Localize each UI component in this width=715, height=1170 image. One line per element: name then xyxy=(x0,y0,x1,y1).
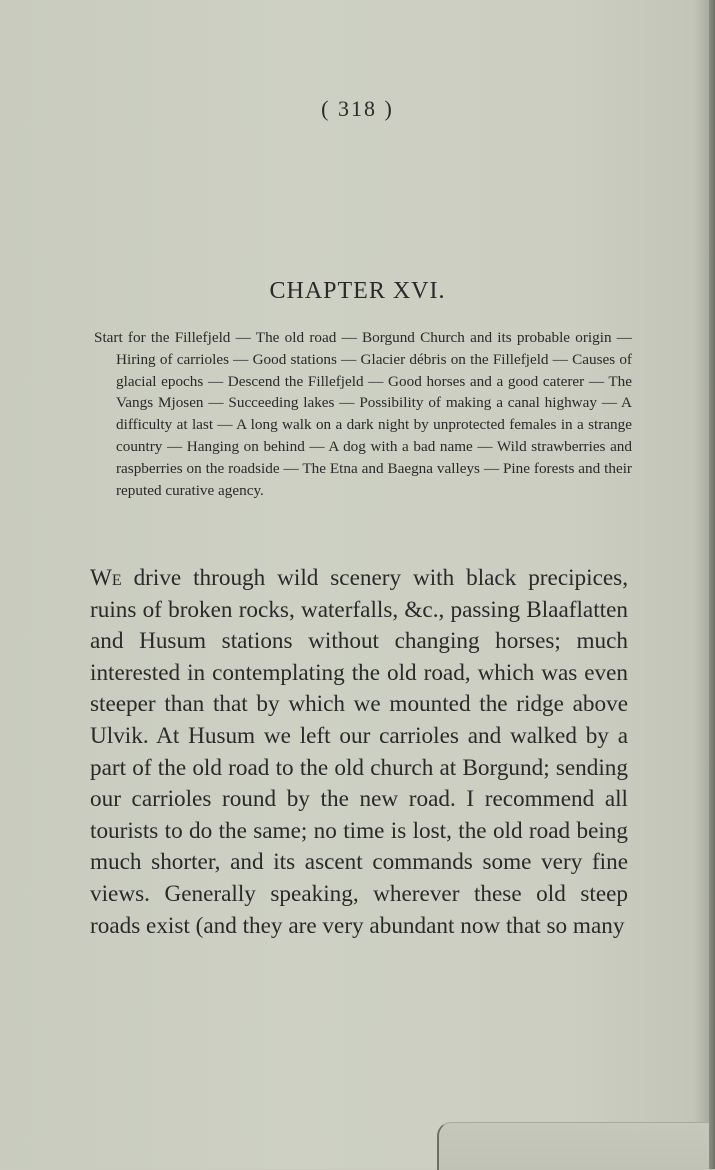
chapter-summary: Start for the Fillefjeld — The old road — Borgund Church and its probable origin — Hiring of carrioles — Good stations — Glacier débris on the Fillefjeld — Causes of glacial epochs — Descend the Fillefjeld — Good horses and a good caterer — The Vangs Mjosen — Succeeding lakes — Possibility of making a canal highway — A difficulty at last — A long walk on a dark night by unprotected females in a strange country — Hanging on behind — A dog with a bad name — Wild strawberries and raspberries on the roadside — The Etna and Baegna valleys — Pine forests and their reputed curative agency. xyxy=(94,329,632,499)
page-number: ( 318 ) xyxy=(321,96,394,121)
page-edge xyxy=(709,0,715,1169)
page-corner-shadow xyxy=(437,1122,715,1170)
opening-word: We xyxy=(90,565,122,591)
chapter-title: CHAPTER XVI. xyxy=(269,278,446,304)
body-text: drive through wild scenery with black precipices, ruins of broken rocks, waterfalls, &c., passing Blaaflatten and Husum stations without changing horses; much interested in contemplating the old road, which was even steeper than that by which we mounted the ridge above Ulvik. At Husum we left our carrioles and walked by a part of the old road to the old church at Borgund; sending our carrioles round by the new road. I recommend all tourists to do the same; no time is lost, the old road being much shorter, and its ascent commands some very fine views. Generally speaking, wherever these old steep roads exist (and they are very abundant now that so many xyxy=(90,565,628,939)
body-paragraph xyxy=(90,563,628,942)
